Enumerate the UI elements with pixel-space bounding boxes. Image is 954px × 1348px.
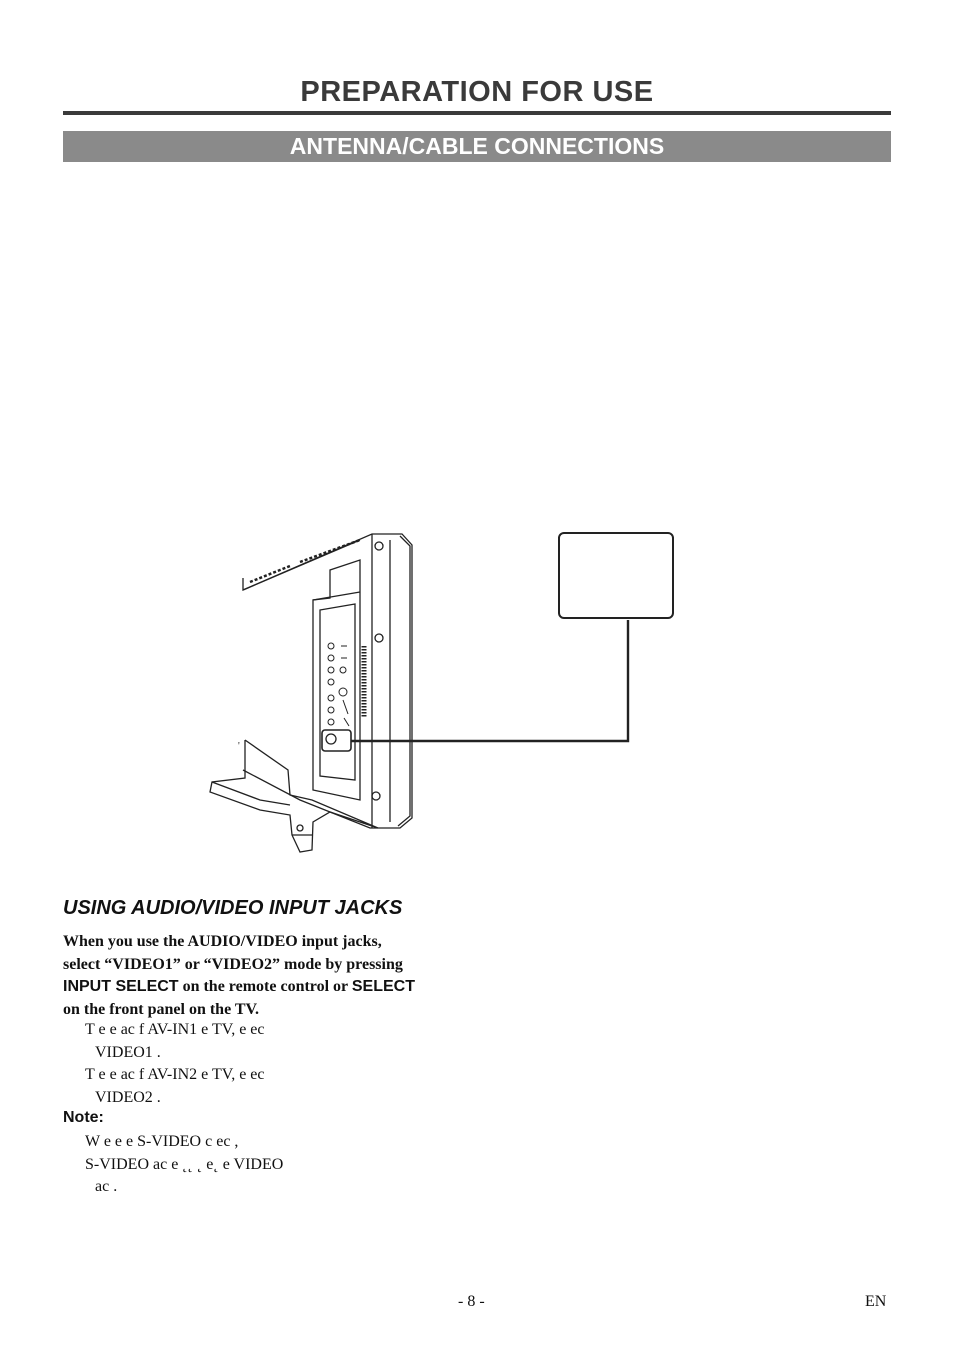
s-video-cable — [351, 620, 628, 741]
bullet-line: VIDEO2 . — [95, 1088, 161, 1106]
select-key: SELECT — [351, 978, 415, 995]
s-video-jack — [326, 734, 336, 744]
screw — [372, 792, 380, 800]
note-text — [63, 1131, 463, 1199]
external-device — [559, 533, 673, 618]
small-mark: ' — [238, 741, 240, 752]
intro-line-1: When you use the AUDIO/VIDEO input jacks, — [63, 933, 382, 950]
subsection-heading: USING AUDIO/VIDEO INPUT JACKS — [63, 897, 403, 919]
note-line: ac . — [95, 1178, 118, 1195]
screw — [375, 542, 383, 550]
page-number: - 8 - — [458, 1293, 485, 1310]
bullet-av-in1 — [63, 1019, 463, 1064]
intro-line-4: on the front panel on the TV. — [63, 1000, 260, 1018]
note-line: W e e e S-VIDEO c ec , — [85, 1133, 239, 1150]
intro-paragraph — [63, 931, 473, 1021]
tv-front-edge — [398, 536, 410, 826]
note-label: Note: — [63, 1109, 104, 1126]
bullet-av-in2 — [63, 1064, 463, 1109]
input-select-key: INPUT SELECT — [63, 978, 179, 995]
bullet-line: T e e ac f AV-IN2 e TV, e ec — [85, 1066, 265, 1083]
section-heading: ANTENNA/CABLE CONNECTIONS — [63, 131, 891, 162]
intro-line-2: select “VIDEO1” or “VIDEO2” mode by pressing — [63, 955, 403, 973]
page-title: PREPARATION FOR USE — [300, 76, 654, 108]
bullet-line: VIDEO1 . — [95, 1043, 161, 1061]
av-jacks — [328, 643, 349, 726]
bullet-line: T e e ac f AV-IN1 e TV, e ec — [85, 1021, 265, 1038]
tv-side-panel — [243, 534, 412, 828]
screw — [375, 634, 383, 642]
note-line: S-VIDEO ac e ˛˛ ˛ e˛ e VIDEO — [85, 1155, 284, 1173]
intro-mid: on the remote control or — [178, 978, 352, 995]
language-code: EN — [865, 1293, 887, 1310]
